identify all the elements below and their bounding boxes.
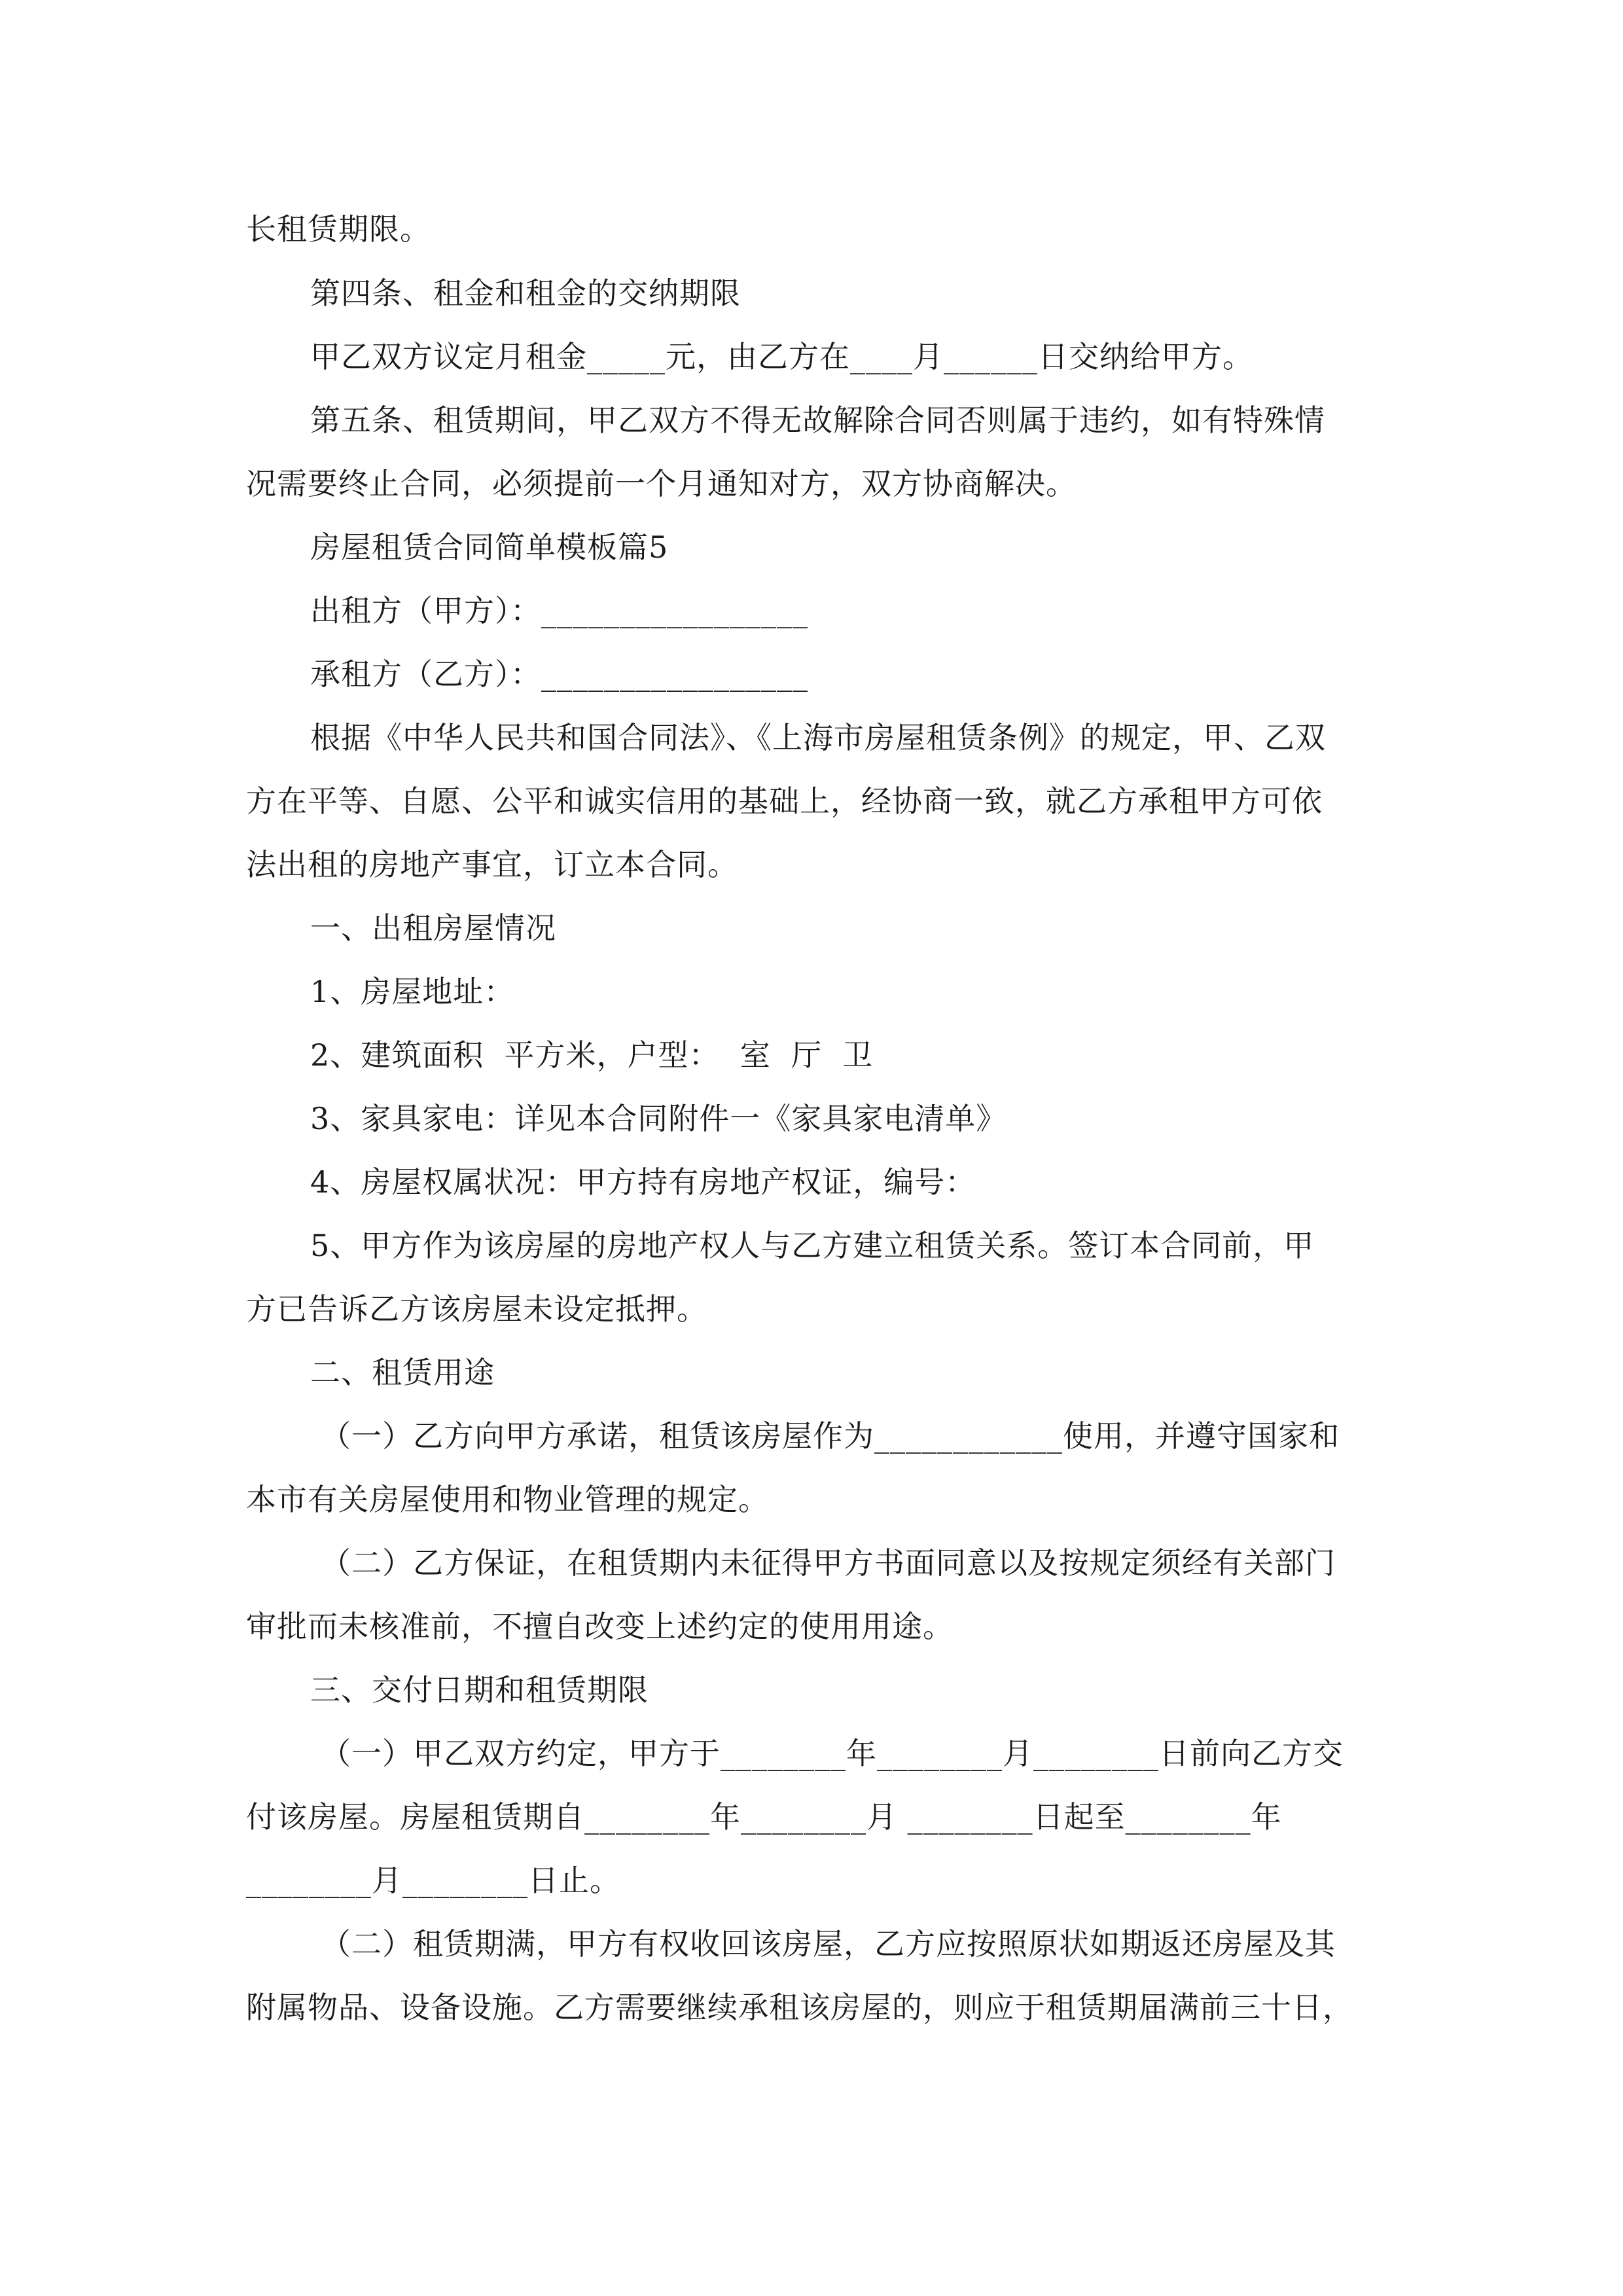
text-line: 方已告诉乙方该房屋未设定抵押。 <box>246 1291 707 1327</box>
section-heading: 三、交付日期和租赁期限 <box>310 1672 649 1708</box>
section-title: 房屋租赁合同简单模板篇5 <box>310 529 669 565</box>
list-item: 2、建筑面积 平方米，户型： 室 厅 卫 <box>310 1037 874 1073</box>
section-heading: 一、出租房屋情况 <box>310 910 556 946</box>
text-line: 法出租的房地产事宜，订立本合同。 <box>246 847 738 882</box>
text-line: 第五条、租赁期间，甲乙双方不得无故解除合同否则属于违约，如有特殊情 <box>310 403 1325 438</box>
text-line: 甲乙双方议定月租金_____元，由乙方在____月______日交纳给甲方。 <box>310 339 1253 374</box>
clause-line: （一）乙方向甲方承诺，租赁该房屋作为____________使用，并遵守国家和 <box>321 1418 1340 1454</box>
text-line: ________月________日止。 <box>246 1863 620 1898</box>
list-item: 5、甲方作为该房屋的房地产权人与乙方建立租赁关系。签订本合同前，甲 <box>310 1228 1315 1263</box>
text-line: 方在平等、自愿、公平和诚实信用的基础上，经协商一致，就乙方承租甲方可依 <box>246 783 1323 819</box>
list-item: 3、家具家电：详见本合同附件一《家具家电清单》 <box>310 1101 1007 1136</box>
text-line: 付该房屋。房屋租赁期自________年________月 ________日起至________年 <box>246 1799 1282 1835</box>
list-item: 1、房屋地址： <box>310 974 515 1009</box>
clause-line: （二）乙方保证，在租赁期内未征得甲方书面同意以及按规定须经有关部门 <box>321 1545 1336 1581</box>
text-line: 根据《中华人民共和国合同法》、《上海市房屋租赁条例》的规定，甲、乙双 <box>310 720 1326 755</box>
lessee-line: 承租方（乙方）：_________________ <box>310 656 808 692</box>
section-heading: 二、租赁用途 <box>310 1355 495 1390</box>
text-line: 本市有关房屋使用和物业管理的规定。 <box>246 1482 769 1517</box>
text-line: 长租赁期限。 <box>246 211 431 247</box>
clause-line: （二）租赁期满，甲方有权收回该房屋，乙方应按照原状如期返还房屋及其 <box>321 1926 1336 1962</box>
text-line: 审批而未核准前，不擅自改变上述约定的使用用途。 <box>246 1609 954 1644</box>
clause-line: （一）甲乙双方约定，甲方于________年________月________日前向乙方交 <box>321 1736 1344 1771</box>
list-item: 4、房屋权属状况：甲方持有房地产权证，编号： <box>310 1164 976 1200</box>
text-line: 附属物品、设备设施。乙方需要继续承租该房屋的，则应于租赁期届满前三十日， <box>246 1990 1353 2025</box>
text-line: 况需要终止合同，必须提前一个月通知对方，双方协商解决。 <box>246 466 1077 501</box>
lessor-line: 出租方（甲方）：_________________ <box>310 593 808 628</box>
article-heading: 第四条、租金和租金的交纳期限 <box>310 276 741 311</box>
